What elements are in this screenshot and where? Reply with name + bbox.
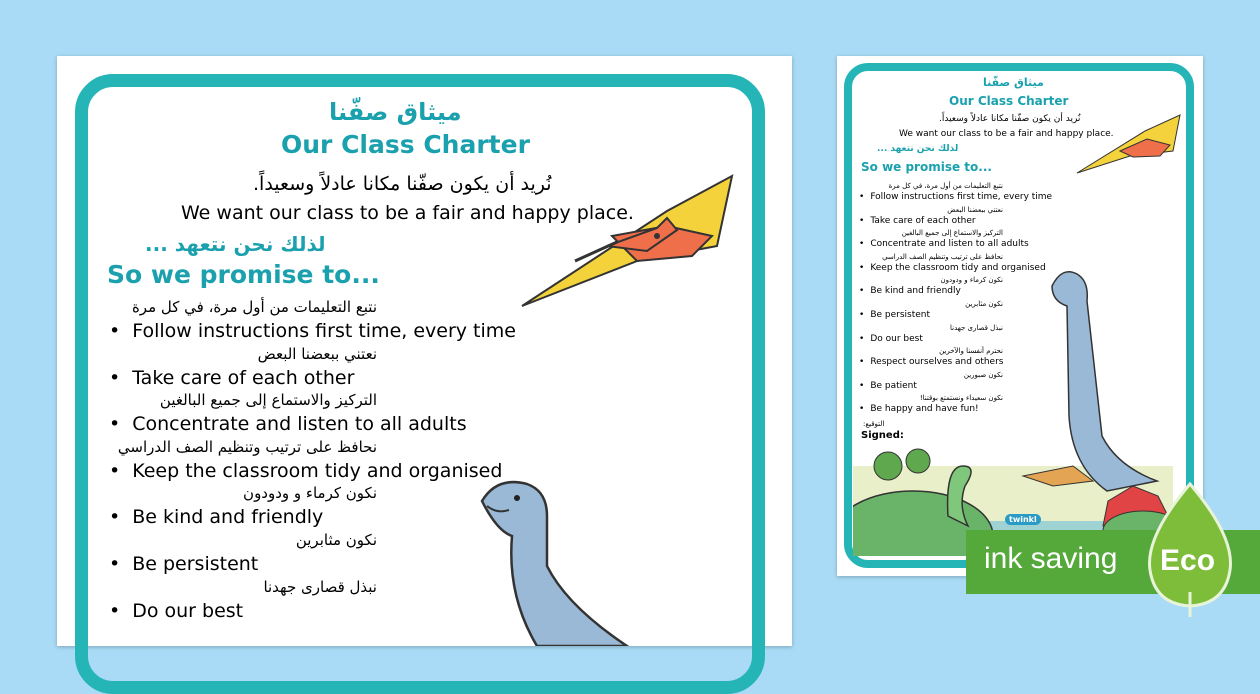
small-item-en [859,334,923,344]
small-item-ar: التركيز والاستماع إلى جميع البالغين [901,229,1003,238]
ink-saving-label: ink saving [984,542,1118,575]
bullet-icon: • [109,553,121,575]
small-title-ar: ميثاق صفّنا [983,76,1044,89]
small-item-en-text: Respect ourselves and others [870,357,1004,368]
big-item-en-text: Concentrate and listen to all adults [132,413,467,436]
bullet-icon: • [859,215,865,226]
bullet-icon: • [859,262,865,273]
small-brachiosaurus-illustration [1047,266,1167,496]
bullet-icon: • [859,357,865,368]
twinkl-logo: twinkl [1005,514,1041,525]
bullet-icon: • [109,366,121,389]
bullet-icon: • [109,413,121,436]
small-title-en: Our Class Charter [949,94,1069,108]
small-intro-en: We want our class to be a fair and happy place. [899,129,1114,139]
bullet-icon: • [109,459,121,482]
big-item-en [109,506,323,528]
large-title-en: Our Class Charter [281,130,530,159]
bullet-icon: • [859,286,865,297]
small-item-en [859,381,917,391]
bullet-icon: • [859,404,865,415]
brachiosaurus-illustration [477,476,677,646]
small-item-en [859,357,1003,367]
small-item-ar: نحترم أنفسنا والآخرين [939,347,1003,356]
bullet-icon: • [859,239,865,250]
big-item-en-text: Follow instructions first time, every time [132,320,516,342]
large-promise-ar: لذلك نحن نتعهد ... [145,232,326,256]
small-signed-en: Signed: [861,430,904,441]
bullet-icon: • [859,310,865,320]
small-item-ar: نكون صبورين [963,370,1003,379]
small-item-en [859,216,976,226]
big-item-en-text: Be persistent [132,553,259,575]
large-promise-en: So we promise to... [107,260,380,289]
small-item-ar: نكون مثابرين [965,300,1003,308]
small-signed-ar: التوقيع: [863,420,885,428]
big-item-en [109,600,243,622]
big-item-en [109,553,258,575]
small-pterodactyl-illustration [1075,111,1185,181]
big-item-en-text: Take care of each other [132,366,355,389]
small-item-en-text: Keep the classroom tidy and organised [870,262,1046,273]
small-item-en [859,263,1046,273]
small-item-en-text: Concentrate and listen to all adults [870,239,1029,250]
small-item-ar: نتبع التعليمات من أول مرة، في كل مرة [888,182,1003,190]
small-item-en [859,239,1029,249]
small-intro-ar: نُريد أن يكون صفّنا مكانا عادلاً وسعيداً. [939,114,1081,124]
small-item-en [859,404,979,414]
small-item-en-text: Be kind and friendly [870,286,961,297]
bullet-icon: • [109,506,121,529]
bullet-icon: • [859,192,865,202]
small-item-en-text: Be happy and have fun! [870,404,979,415]
big-item-en [109,320,516,342]
small-item-ar: نعتني ببعضنا البعض [947,205,1003,214]
small-promise-ar: لذلك نحن نتعهد ... [877,144,959,154]
small-item-ar: نحافظ على ترتيب وتنظيم الصف الدراسي [882,252,1003,261]
worksheet-large [57,56,792,646]
small-promise-en: So we promise to... [861,160,992,174]
big-item-ar: نحافظ على ترتيب وتنظيم الصف الدراسي [117,437,377,456]
small-item-en [859,286,961,296]
bullet-icon: • [109,320,121,342]
large-intro-en: We want our class to be a fair and happy place. [181,202,634,224]
big-item-ar: التركيز والاستماع إلى جميع البالغين [159,391,377,410]
big-item-en-text: Do our best [132,599,244,622]
large-intro-ar: نُريد أن يكون صفّنا مكانا عادلاً وسعيداً. [253,173,552,195]
big-item-en-text: Keep the classroom tidy and organised [132,459,503,482]
big-item-ar: نبذل قصارى جهدنا [263,577,377,596]
small-item-en [859,310,930,320]
big-item-ar: نكون مثابرين [295,531,377,549]
big-item-ar: نعتني ببعضنا البعض [257,344,377,363]
large-title-ar: ميثاق صفّنا [329,98,462,126]
big-item-ar: نتبع التعليمات من أول مرة، في كل مرة [131,298,377,316]
eco-label: Eco [1160,544,1216,577]
big-item-en [109,460,502,482]
bullet-icon: • [109,599,121,622]
small-item-en-text: Take care of each other [870,215,976,226]
small-item-ar: نبذل قصارى جهدنا [950,323,1003,332]
small-item-en-text: Do our best [870,333,923,344]
small-item-ar: نكون كرماء و ودودون [940,276,1003,285]
big-item-en-text: Be kind and friendly [132,506,324,529]
small-item-en-text: Be persistent [870,310,931,320]
small-item-ar: نكون سعيداء ونستمتع بوقتنا! [919,394,1003,403]
big-item-ar: نكون كرماء و ودودون [243,484,377,503]
big-item-en [109,413,467,435]
small-item-en-text: Follow instructions first time, every time [870,192,1053,202]
bullet-icon: • [859,380,865,391]
small-item-en [859,192,1052,202]
big-item-en [109,367,354,389]
small-item-en-text: Be patient [870,380,917,391]
bullet-icon: • [859,333,865,344]
